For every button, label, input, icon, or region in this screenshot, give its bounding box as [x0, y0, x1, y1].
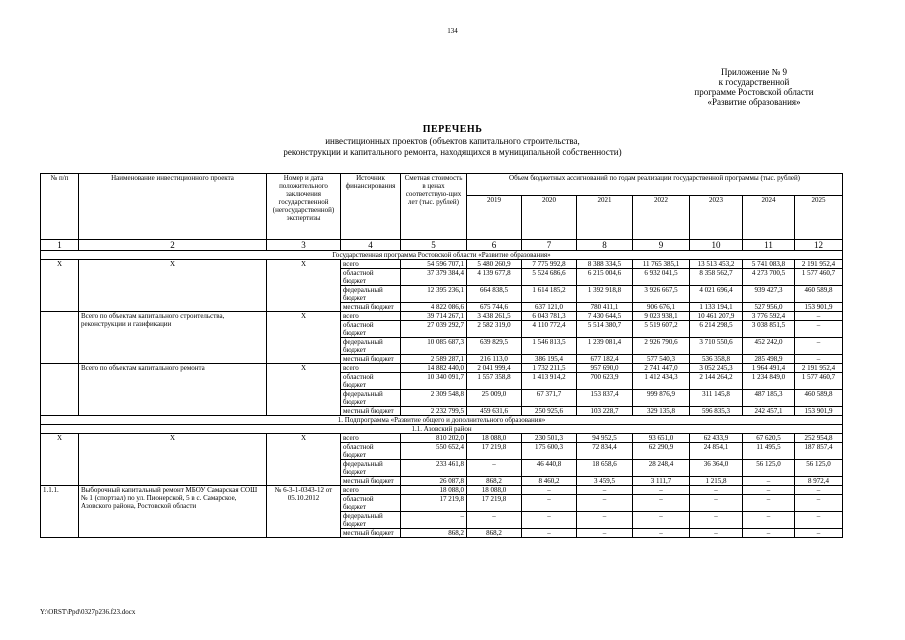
year-amount: 6 932 041,5 [633, 269, 690, 286]
year-amount: – [743, 512, 795, 529]
year-amount: 5 524 686,6 [522, 269, 577, 286]
year-amount: 3 926 667,5 [633, 286, 690, 303]
estimated-cost: 18 088,0 [401, 486, 467, 495]
funding-source: областной бюджет [341, 495, 401, 512]
year-amount: 67 620,5 [743, 434, 795, 443]
year-amount: 94 952,5 [577, 434, 633, 443]
year-amount: 252 954,8 [795, 434, 843, 443]
year-amount: 6 215 004,6 [577, 269, 633, 286]
year-amount: 9 023 938,1 [633, 312, 690, 321]
document-title: ПЕРЕЧЕНЬ [422, 124, 483, 135]
district-heading: 1.1. Азовский район [41, 425, 843, 434]
funding-source: местный бюджет [341, 355, 401, 364]
year-amount: 11 765 385,1 [633, 260, 690, 269]
year-amount: 4 021 696,4 [690, 286, 743, 303]
expertise-ref: X [267, 364, 341, 416]
funding-source: федеральный бюджет [341, 338, 401, 355]
year-amount: 11 495,5 [743, 443, 795, 460]
year-amount: 452 242,0 [743, 338, 795, 355]
year-amount: 24 854,1 [690, 443, 743, 460]
year-amount: 639 829,5 [467, 338, 522, 355]
year-amount: 62 290,9 [633, 443, 690, 460]
year-amount: – [522, 529, 577, 538]
year-amount: 3 038 851,5 [743, 321, 795, 338]
year-amount: 1 557 358,8 [467, 373, 522, 390]
funding-source: областной бюджет [341, 321, 401, 338]
year-amount: 637 121,0 [522, 303, 577, 312]
year-amount: 250 925,6 [522, 407, 577, 416]
column-number: 4 [341, 240, 401, 251]
year-amount: 10 461 207,9 [690, 312, 743, 321]
year-amount: 8 972,4 [795, 477, 843, 486]
year-amount: 386 195,4 [522, 355, 577, 364]
year-amount: – [633, 495, 690, 512]
table-row [41, 486, 843, 495]
funding-source: областной бюджет [341, 269, 401, 286]
year-amount: 1 732 211,5 [522, 364, 577, 373]
appendix-line: программе Ростовской области [694, 87, 814, 97]
estimated-cost: 14 882 440,0 [401, 364, 467, 373]
funding-source: федеральный бюджет [341, 512, 401, 529]
column-number: 1 [41, 240, 79, 251]
year-amount: 5 519 607,2 [633, 321, 690, 338]
funding-source: областной бюджет [341, 443, 401, 460]
funding-source: областной бюджет [341, 373, 401, 390]
header-group: Объем бюджетных ассигнований по годам реализации государственной программы (тыс. рублей) [467, 174, 843, 196]
expertise-ref: X [267, 434, 341, 486]
year-amount: 1 239 081,4 [577, 338, 633, 355]
header-year: 2024 [743, 196, 795, 240]
year-amount: – [577, 529, 633, 538]
year-amount: 2 041 999,4 [467, 364, 522, 373]
year-amount: 46 440,8 [522, 460, 577, 477]
year-amount: 1 412 434,3 [633, 373, 690, 390]
column-number: 2 [79, 240, 267, 251]
year-amount: 2 582 319,0 [467, 321, 522, 338]
year-amount: 596 835,3 [690, 407, 743, 416]
year-amount: – [743, 477, 795, 486]
funding-source: всего [341, 486, 401, 495]
year-amount: 1 964 491,4 [743, 364, 795, 373]
year-amount: – [743, 529, 795, 538]
year-amount: 487 185,3 [743, 390, 795, 407]
year-amount: 2 191 952,4 [795, 364, 843, 373]
year-amount: – [690, 529, 743, 538]
year-amount: 577 540,3 [633, 355, 690, 364]
table-row [41, 434, 843, 443]
year-amount: 67 371,7 [522, 390, 577, 407]
year-amount: 242 457,1 [743, 407, 795, 416]
header-year: 2025 [795, 196, 843, 240]
year-amount: – [522, 486, 577, 495]
header-year: 2019 [467, 196, 522, 240]
year-amount: – [633, 512, 690, 529]
column-numbers-row [41, 240, 843, 251]
year-amount: 285 498,9 [743, 355, 795, 364]
year-amount: – [522, 512, 577, 529]
year-amount: 18 088,0 [467, 486, 522, 495]
year-amount: 1 614 185,2 [522, 286, 577, 303]
column-number: 12 [795, 240, 843, 251]
estimated-cost: 39 714 267,1 [401, 312, 467, 321]
year-amount: 5 741 083,8 [743, 260, 795, 269]
estimated-cost: 2 309 548,8 [401, 390, 467, 407]
section-row [41, 251, 843, 260]
appendix-note [669, 67, 839, 107]
year-amount: 3 438 261,5 [467, 312, 522, 321]
year-amount: 1 234 849,0 [743, 373, 795, 390]
year-amount: 4 110 772,4 [522, 321, 577, 338]
year-amount: 1 546 813,5 [522, 338, 577, 355]
year-amount: – [743, 495, 795, 512]
year-amount: 1 577 460,7 [795, 373, 843, 390]
column-number: 8 [577, 240, 633, 251]
year-amount: 216 113,0 [467, 355, 522, 364]
table-row [41, 312, 843, 321]
year-amount: 28 248,4 [633, 460, 690, 477]
year-amount: 25 009,0 [467, 390, 522, 407]
funding-source: федеральный бюджет [341, 460, 401, 477]
year-amount: 8 388 334,5 [577, 260, 633, 269]
year-amount: 906 676,1 [633, 303, 690, 312]
year-amount: – [743, 486, 795, 495]
subtitle-line: реконструкции и капитального ремонта, находящихся в муниципальной собственности) [283, 147, 622, 157]
year-amount: 4 273 700,5 [743, 269, 795, 286]
estimated-cost: 12 395 236,1 [401, 286, 467, 303]
year-amount: 459 631,6 [467, 407, 522, 416]
year-amount: – [633, 529, 690, 538]
year-amount: 780 411,1 [577, 303, 633, 312]
year-amount: 311 145,8 [690, 390, 743, 407]
estimated-cost: 550 652,4 [401, 443, 467, 460]
year-amount: 4 139 677,8 [467, 269, 522, 286]
row-number [41, 364, 79, 416]
year-amount: 1 215,8 [690, 477, 743, 486]
table-row [41, 364, 843, 373]
year-amount: 3 710 550,6 [690, 338, 743, 355]
year-amount: 17 219,8 [467, 443, 522, 460]
year-amount: 664 838,5 [467, 286, 522, 303]
header-expertise: Номер и дата положительного заключения государственной (негосударственной) экспертизы [267, 174, 341, 240]
year-amount: 56 125,0 [795, 460, 843, 477]
column-number: 5 [401, 240, 467, 251]
year-amount: – [690, 512, 743, 529]
year-amount: 93 651,0 [633, 434, 690, 443]
header-row [41, 174, 843, 196]
year-amount: – [795, 529, 843, 538]
year-amount: 1 577 460,7 [795, 269, 843, 286]
year-amount: 527 956,0 [743, 303, 795, 312]
estimated-cost: 10 085 687,3 [401, 338, 467, 355]
year-amount: 700 623,9 [577, 373, 633, 390]
year-amount: – [795, 321, 843, 338]
estimated-cost: 810 202,0 [401, 434, 467, 443]
year-amount: – [795, 495, 843, 512]
year-amount: – [577, 512, 633, 529]
header-year: 2022 [633, 196, 690, 240]
estimated-cost: 26 087,8 [401, 477, 467, 486]
year-amount: – [690, 486, 743, 495]
document-subtitle [0, 136, 905, 158]
page-number: 134 [447, 27, 458, 35]
year-amount: 153 901,9 [795, 407, 843, 416]
year-amount: 957 690,0 [577, 364, 633, 373]
year-amount: 2 144 264,2 [690, 373, 743, 390]
column-number: 3 [267, 240, 341, 251]
year-amount: 329 135,8 [633, 407, 690, 416]
year-amount: 2 741 447,0 [633, 364, 690, 373]
year-amount: – [522, 495, 577, 512]
estimated-cost: 4 822 086,6 [401, 303, 467, 312]
appendix-line: Приложение № 9 [721, 67, 787, 77]
section-row [41, 425, 843, 434]
funding-source: всего [341, 364, 401, 373]
expertise-ref: № 6-3-1-0343-12 от 05.10.2012 [267, 486, 341, 538]
funding-source: федеральный бюджет [341, 286, 401, 303]
year-amount: 56 125,0 [743, 460, 795, 477]
column-number: 9 [633, 240, 690, 251]
funding-source: местный бюджет [341, 477, 401, 486]
year-amount: – [795, 355, 843, 364]
funding-source: местный бюджет [341, 529, 401, 538]
year-amount: 5 480 260,9 [467, 260, 522, 269]
column-number: 10 [690, 240, 743, 251]
year-amount: – [633, 486, 690, 495]
funding-source: местный бюджет [341, 407, 401, 416]
year-amount: 460 589,8 [795, 390, 843, 407]
year-amount: 153 837,4 [577, 390, 633, 407]
estimated-cost: 10 340 091,7 [401, 373, 467, 390]
header-name: Наименование инвестиционного проекта [79, 174, 267, 240]
project-name: Всего по объектам капитального строительства, реконструкции и газификации [79, 312, 267, 364]
year-amount: 6 043 781,3 [522, 312, 577, 321]
header-cost: Сметная стоимость в ценах соответствую-щих лет (тыс. рублей) [401, 174, 467, 240]
year-amount: 675 744,6 [467, 303, 522, 312]
year-amount: 536 358,8 [690, 355, 743, 364]
estimated-cost: 37 379 384,4 [401, 269, 467, 286]
year-amount: 939 427,3 [743, 286, 795, 303]
year-amount: 677 182,4 [577, 355, 633, 364]
row-number: 1.1.1. [41, 486, 79, 538]
subprogram-heading: 1. Подпрограмма «Развитие общего и дополнительного образования» [41, 416, 843, 425]
year-amount: 5 514 380,7 [577, 321, 633, 338]
year-amount: 2 191 952,4 [795, 260, 843, 269]
estimated-cost: 2 232 799,5 [401, 407, 467, 416]
appendix-line: «Развитие образования» [707, 97, 801, 107]
estimated-cost: 2 589 287,1 [401, 355, 467, 364]
year-amount: 460 589,8 [795, 286, 843, 303]
section-row [41, 416, 843, 425]
estimated-cost: 54 596 707,1 [401, 260, 467, 269]
year-amount: 3 111,7 [633, 477, 690, 486]
expertise-ref: X [267, 312, 341, 364]
subtitle-line: инвестиционных проектов (объектов капитального строительства, [325, 136, 580, 146]
year-amount: 868,2 [467, 477, 522, 486]
year-amount: 3 052 245,3 [690, 364, 743, 373]
row-number [41, 312, 79, 364]
year-amount: 13 513 453,2 [690, 260, 743, 269]
year-amount: 175 600,3 [522, 443, 577, 460]
column-number: 11 [743, 240, 795, 251]
project-name: Всего по объектам капитального ремонта [79, 364, 267, 416]
table-row [41, 260, 843, 269]
funding-source: всего [341, 434, 401, 443]
row-number: X [41, 260, 79, 312]
year-amount: – [577, 495, 633, 512]
year-amount: – [467, 512, 522, 529]
year-amount: – [577, 486, 633, 495]
year-amount: 72 834,4 [577, 443, 633, 460]
year-amount: 187 857,4 [795, 443, 843, 460]
appendix-line: к государственной [718, 77, 790, 87]
header-num: № п/п [41, 174, 79, 240]
program-heading: Государственная программа Ростовской области «Развитие образования» [41, 251, 843, 260]
investment-table [40, 173, 843, 538]
funding-source: всего [341, 260, 401, 269]
row-number: X [41, 434, 79, 486]
estimated-cost: 17 219,8 [401, 495, 467, 512]
year-amount: 3 459,5 [577, 477, 633, 486]
header-year: 2023 [690, 196, 743, 240]
year-amount: 1 133 194,1 [690, 303, 743, 312]
year-amount: 999 876,9 [633, 390, 690, 407]
project-name: Выборочный капитальный ремонт МБОУ Самарская СОШ № 1 (спортзал) по ул. Пионерской, 5 в с. Самарское, Азовского района, Ростовской области [79, 486, 267, 538]
estimated-cost: – [401, 512, 467, 529]
year-amount: 62 433,9 [690, 434, 743, 443]
expertise-ref: X [267, 260, 341, 312]
header-year: 2020 [522, 196, 577, 240]
year-amount: 8 460,2 [522, 477, 577, 486]
year-amount: 1 413 914,2 [522, 373, 577, 390]
year-amount: 6 214 298,5 [690, 321, 743, 338]
funding-source: всего [341, 312, 401, 321]
year-amount: 3 776 592,4 [743, 312, 795, 321]
year-amount: 7 430 644,5 [577, 312, 633, 321]
year-amount: 18 658,6 [577, 460, 633, 477]
year-amount: 8 358 562,7 [690, 269, 743, 286]
year-amount: 1 392 918,8 [577, 286, 633, 303]
year-amount: – [795, 312, 843, 321]
funding-source: местный бюджет [341, 303, 401, 312]
year-amount: 868,2 [467, 529, 522, 538]
year-amount: 18 088,0 [467, 434, 522, 443]
year-amount: – [795, 512, 843, 529]
year-amount: 153 901,9 [795, 303, 843, 312]
estimated-cost: 233 461,8 [401, 460, 467, 477]
estimated-cost: 27 039 292,7 [401, 321, 467, 338]
year-amount: 7 775 992,8 [522, 260, 577, 269]
header-year: 2021 [577, 196, 633, 240]
column-number: 7 [522, 240, 577, 251]
year-amount: – [690, 495, 743, 512]
column-number: 6 [467, 240, 522, 251]
estimated-cost: 868,2 [401, 529, 467, 538]
year-amount: 36 364,0 [690, 460, 743, 477]
year-amount: – [467, 460, 522, 477]
year-amount: 17 219,8 [467, 495, 522, 512]
year-amount: 103 228,7 [577, 407, 633, 416]
project-name: X [79, 260, 267, 312]
year-amount: 230 501,3 [522, 434, 577, 443]
year-amount: – [795, 338, 843, 355]
year-amount: 2 926 790,6 [633, 338, 690, 355]
funding-source: федеральный бюджет [341, 390, 401, 407]
file-path-footer: Y:\ORST\Ppd\0327p236.f23.docx [40, 608, 136, 616]
project-name: X [79, 434, 267, 486]
year-amount: – [795, 486, 843, 495]
header-source: Источник финансирования [341, 174, 401, 240]
